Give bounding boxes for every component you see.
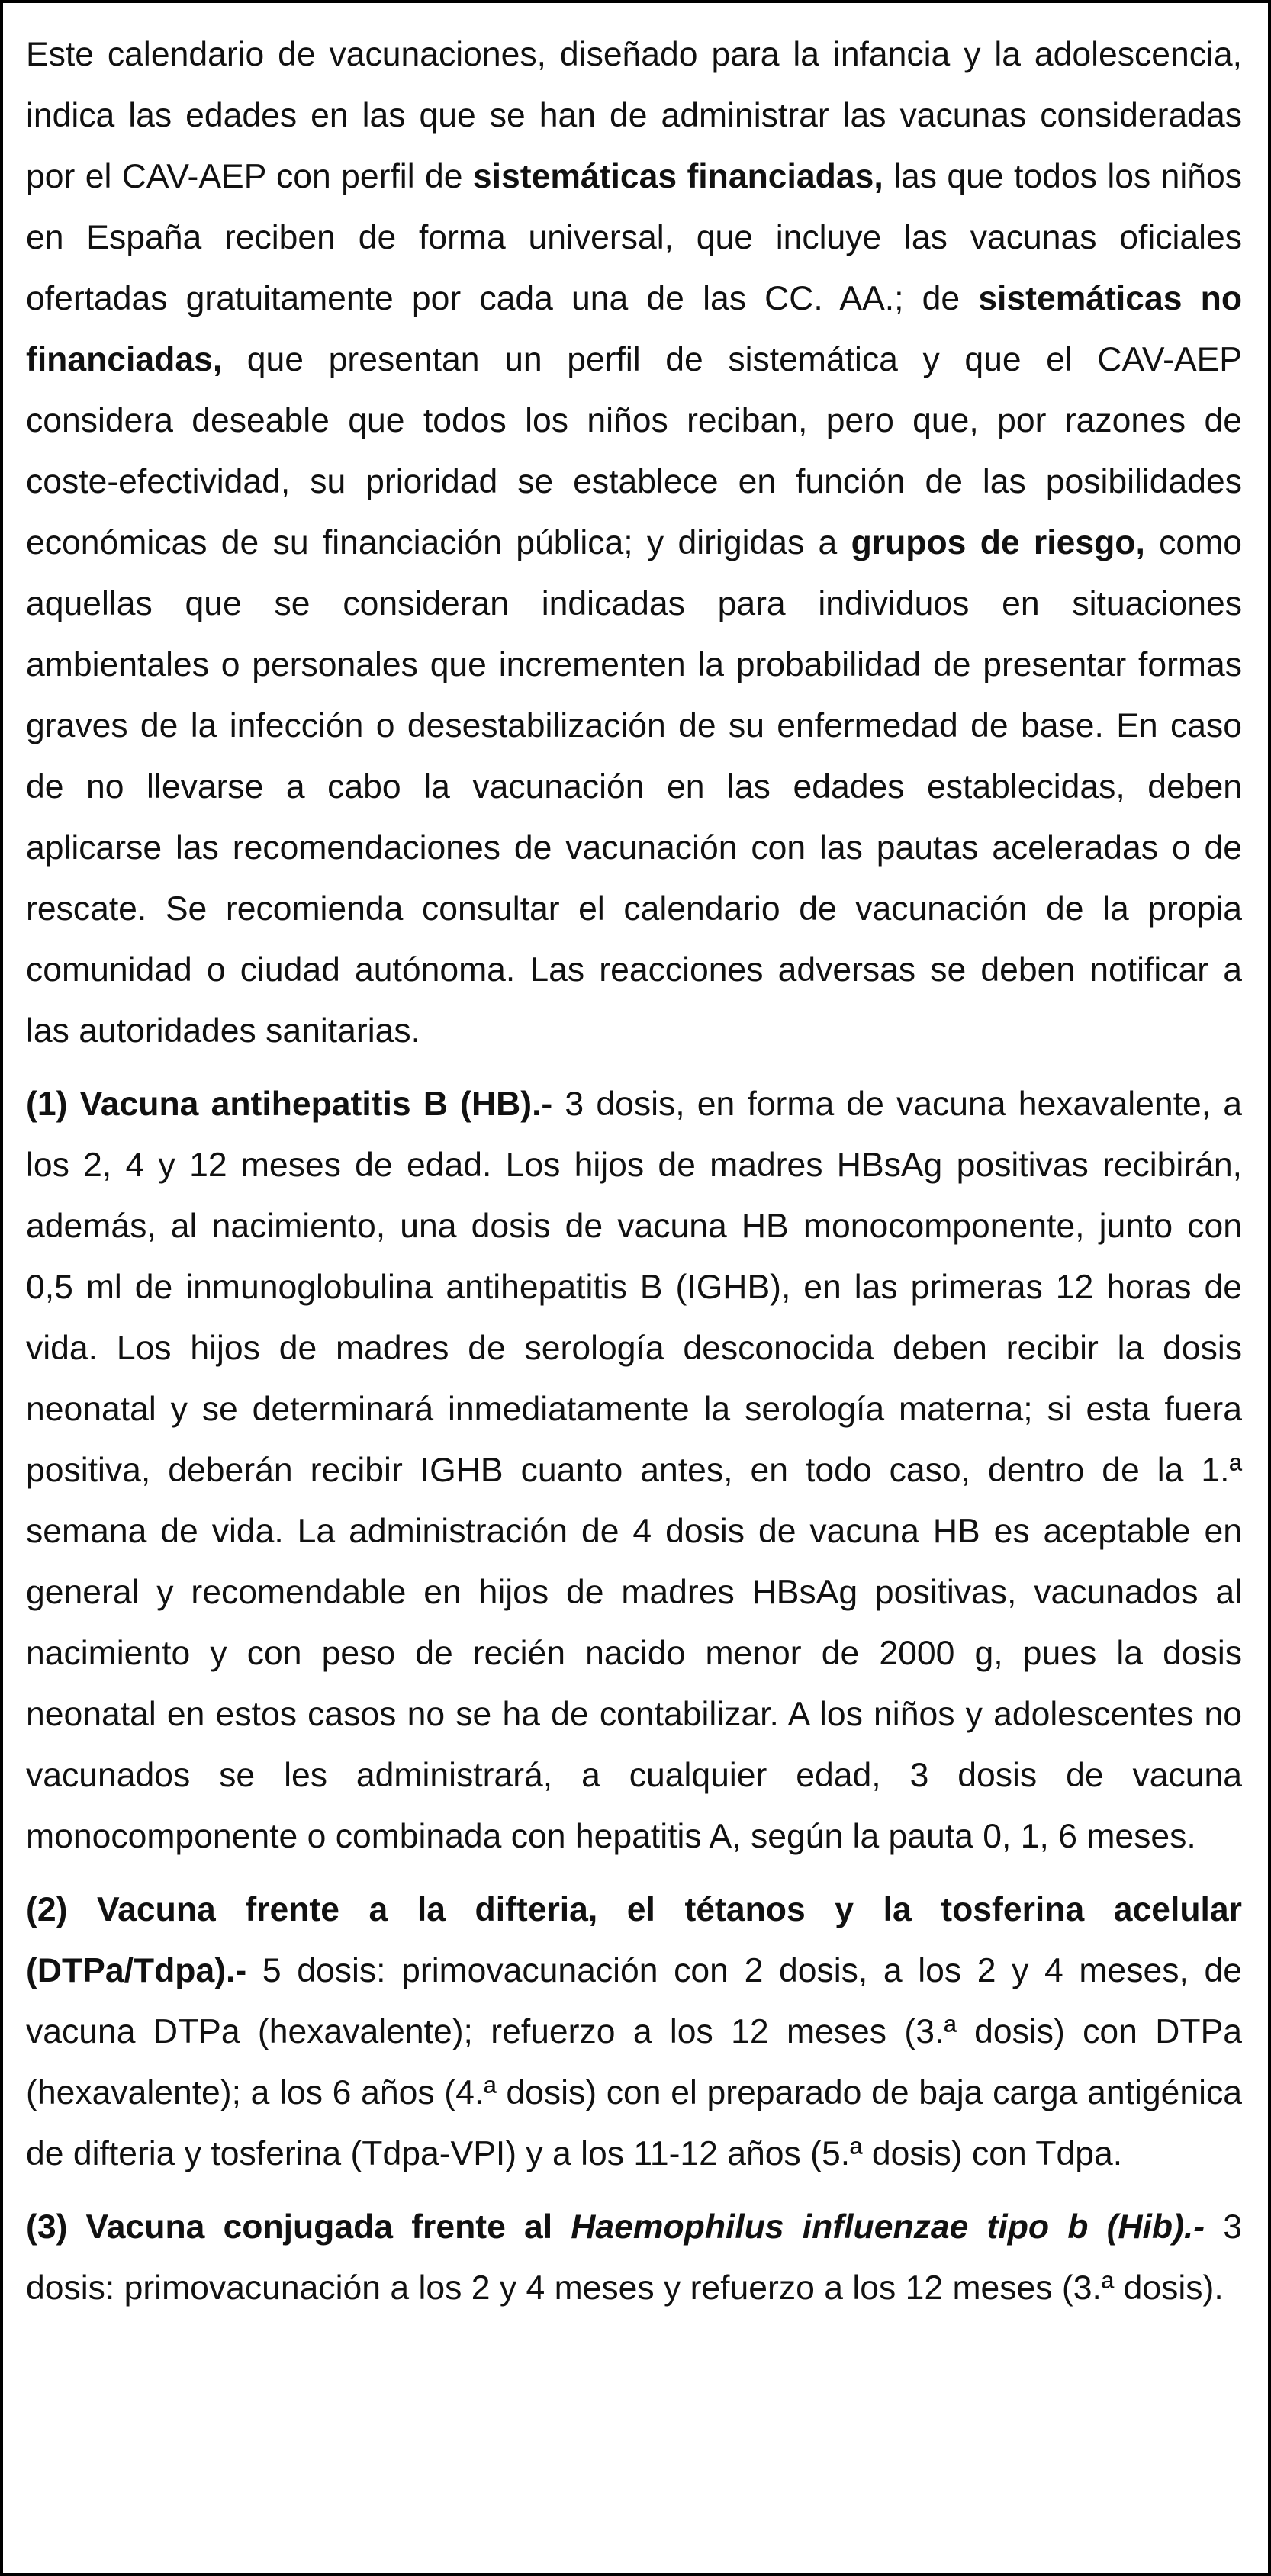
note-body: 5 dosis: primovacunación con 2 dosis, a los 2 y 4 meses, de vacuna DTPa (hexavalente); refuerzo a los 12 meses (3.ª dosis) con DTPa (hexavalente); a los 6 años (4.ª dosis) con el preparado de baja carga antigénica de difteria y tosferina (Tdpa-VPI) y a los 11-12 años (5.ª dosis) con Tdpa. xyxy=(26,1952,1242,2172)
intro-paragraph xyxy=(26,24,1242,1062)
intro-text: las que todos los niños en España reciben de forma universal, que incluye las vacunas oficiales ofertadas gratuitamente por cada una de las CC. AA.; de xyxy=(26,158,1243,317)
intro-text: Este calendario de vacunaciones, diseñado para la infancia y la adolescencia, indica las edades en las que se han de administrar las vacunas consideradas por el CAV-AEP con perfil de xyxy=(26,36,1242,195)
note-heading: (3) Vacuna conjugada frente al xyxy=(26,2208,571,2246)
note-heading-italic: Haemophilus influenzae tipo b (Hib).- xyxy=(571,2208,1205,2246)
term-grupos-de-riesgo: grupos de riesgo, xyxy=(851,524,1145,561)
term-sistematicas-financiadas: sistemáticas financiadas, xyxy=(472,158,883,195)
note-heading: (2) Vacuna frente a la difteria, el tétanos y la tosferina acelular (DTPa/Tdpa).- xyxy=(26,1891,1242,1989)
term-sistematicas-no-financiadas: sistemáticas no financiadas, xyxy=(26,280,1242,378)
note-body: 3 dosis: primovacunación a los 2 y 4 meses y refuerzo a los 12 meses (3.ª dosis). xyxy=(26,2208,1242,2307)
note-dtpa xyxy=(26,1880,1242,2185)
note-hib xyxy=(26,2197,1242,2319)
note-heading: (1) Vacuna antihepatitis B (HB).- xyxy=(26,1085,553,1123)
intro-text: como aquellas que se consideran indicadas para individuos en situaciones ambientales o personales que incrementen la probabilidad de presentar formas graves de la infección o desestabilización de su enfermedad de base. En caso de no llevarse a cabo la vacunación en las edades establecidas, deben aplicarse las recomendaciones de vacunación con las pautas aceleradas o de rescate. Se recomienda consultar el calendario de vacunación de la propia comunidad o ciudad autónoma. Las reacciones adversas se deben notificar a las autoridades sanitarias. xyxy=(26,524,1242,1050)
note-hepatitis-b xyxy=(26,1074,1242,1867)
intro-text: que presentan un perfil de sistemática y que el CAV-AEP considera deseable que todos los niños reciban, pero que, por razones de coste-efectividad, su prioridad se establece en función de las posibilidades económicas de su financiación pública; y dirigidas a xyxy=(26,341,1242,561)
note-body: 3 dosis, en forma de vacuna hexavalente, a los 2, 4 y 12 meses de edad. Los hijos de madres HBsAg positivas recibirán, además, al nacimiento, una dosis de vacuna HB monocomponente, junto con 0,5 ml de inmunoglobulina antihepatitis B (IGHB), en las primeras 12 horas de vida. Los hijos de madres de serología desconocida deben recibir la dosis neonatal y se determinará inmediatamente la serología materna; si esta fuera positiva, deberán recibir IGHB cuanto antes, en todo caso, dentro de la 1.ª semana de vida. La administración de 4 dosis de vacuna HB es aceptable en general y recomendable en hijos de madres HBsAg positivas, vacunados al nacimiento y con peso de recién nacido menor de 2000 g, pues la dosis neonatal en estos casos no se ha de contabilizar. A los niños y adolescentes no vacunados se les administrará, a cualquier edad, 3 dosis de vacuna monocomponente o combinada con hepatitis A, según la pauta 0, 1, 6 meses. xyxy=(26,1085,1242,1855)
